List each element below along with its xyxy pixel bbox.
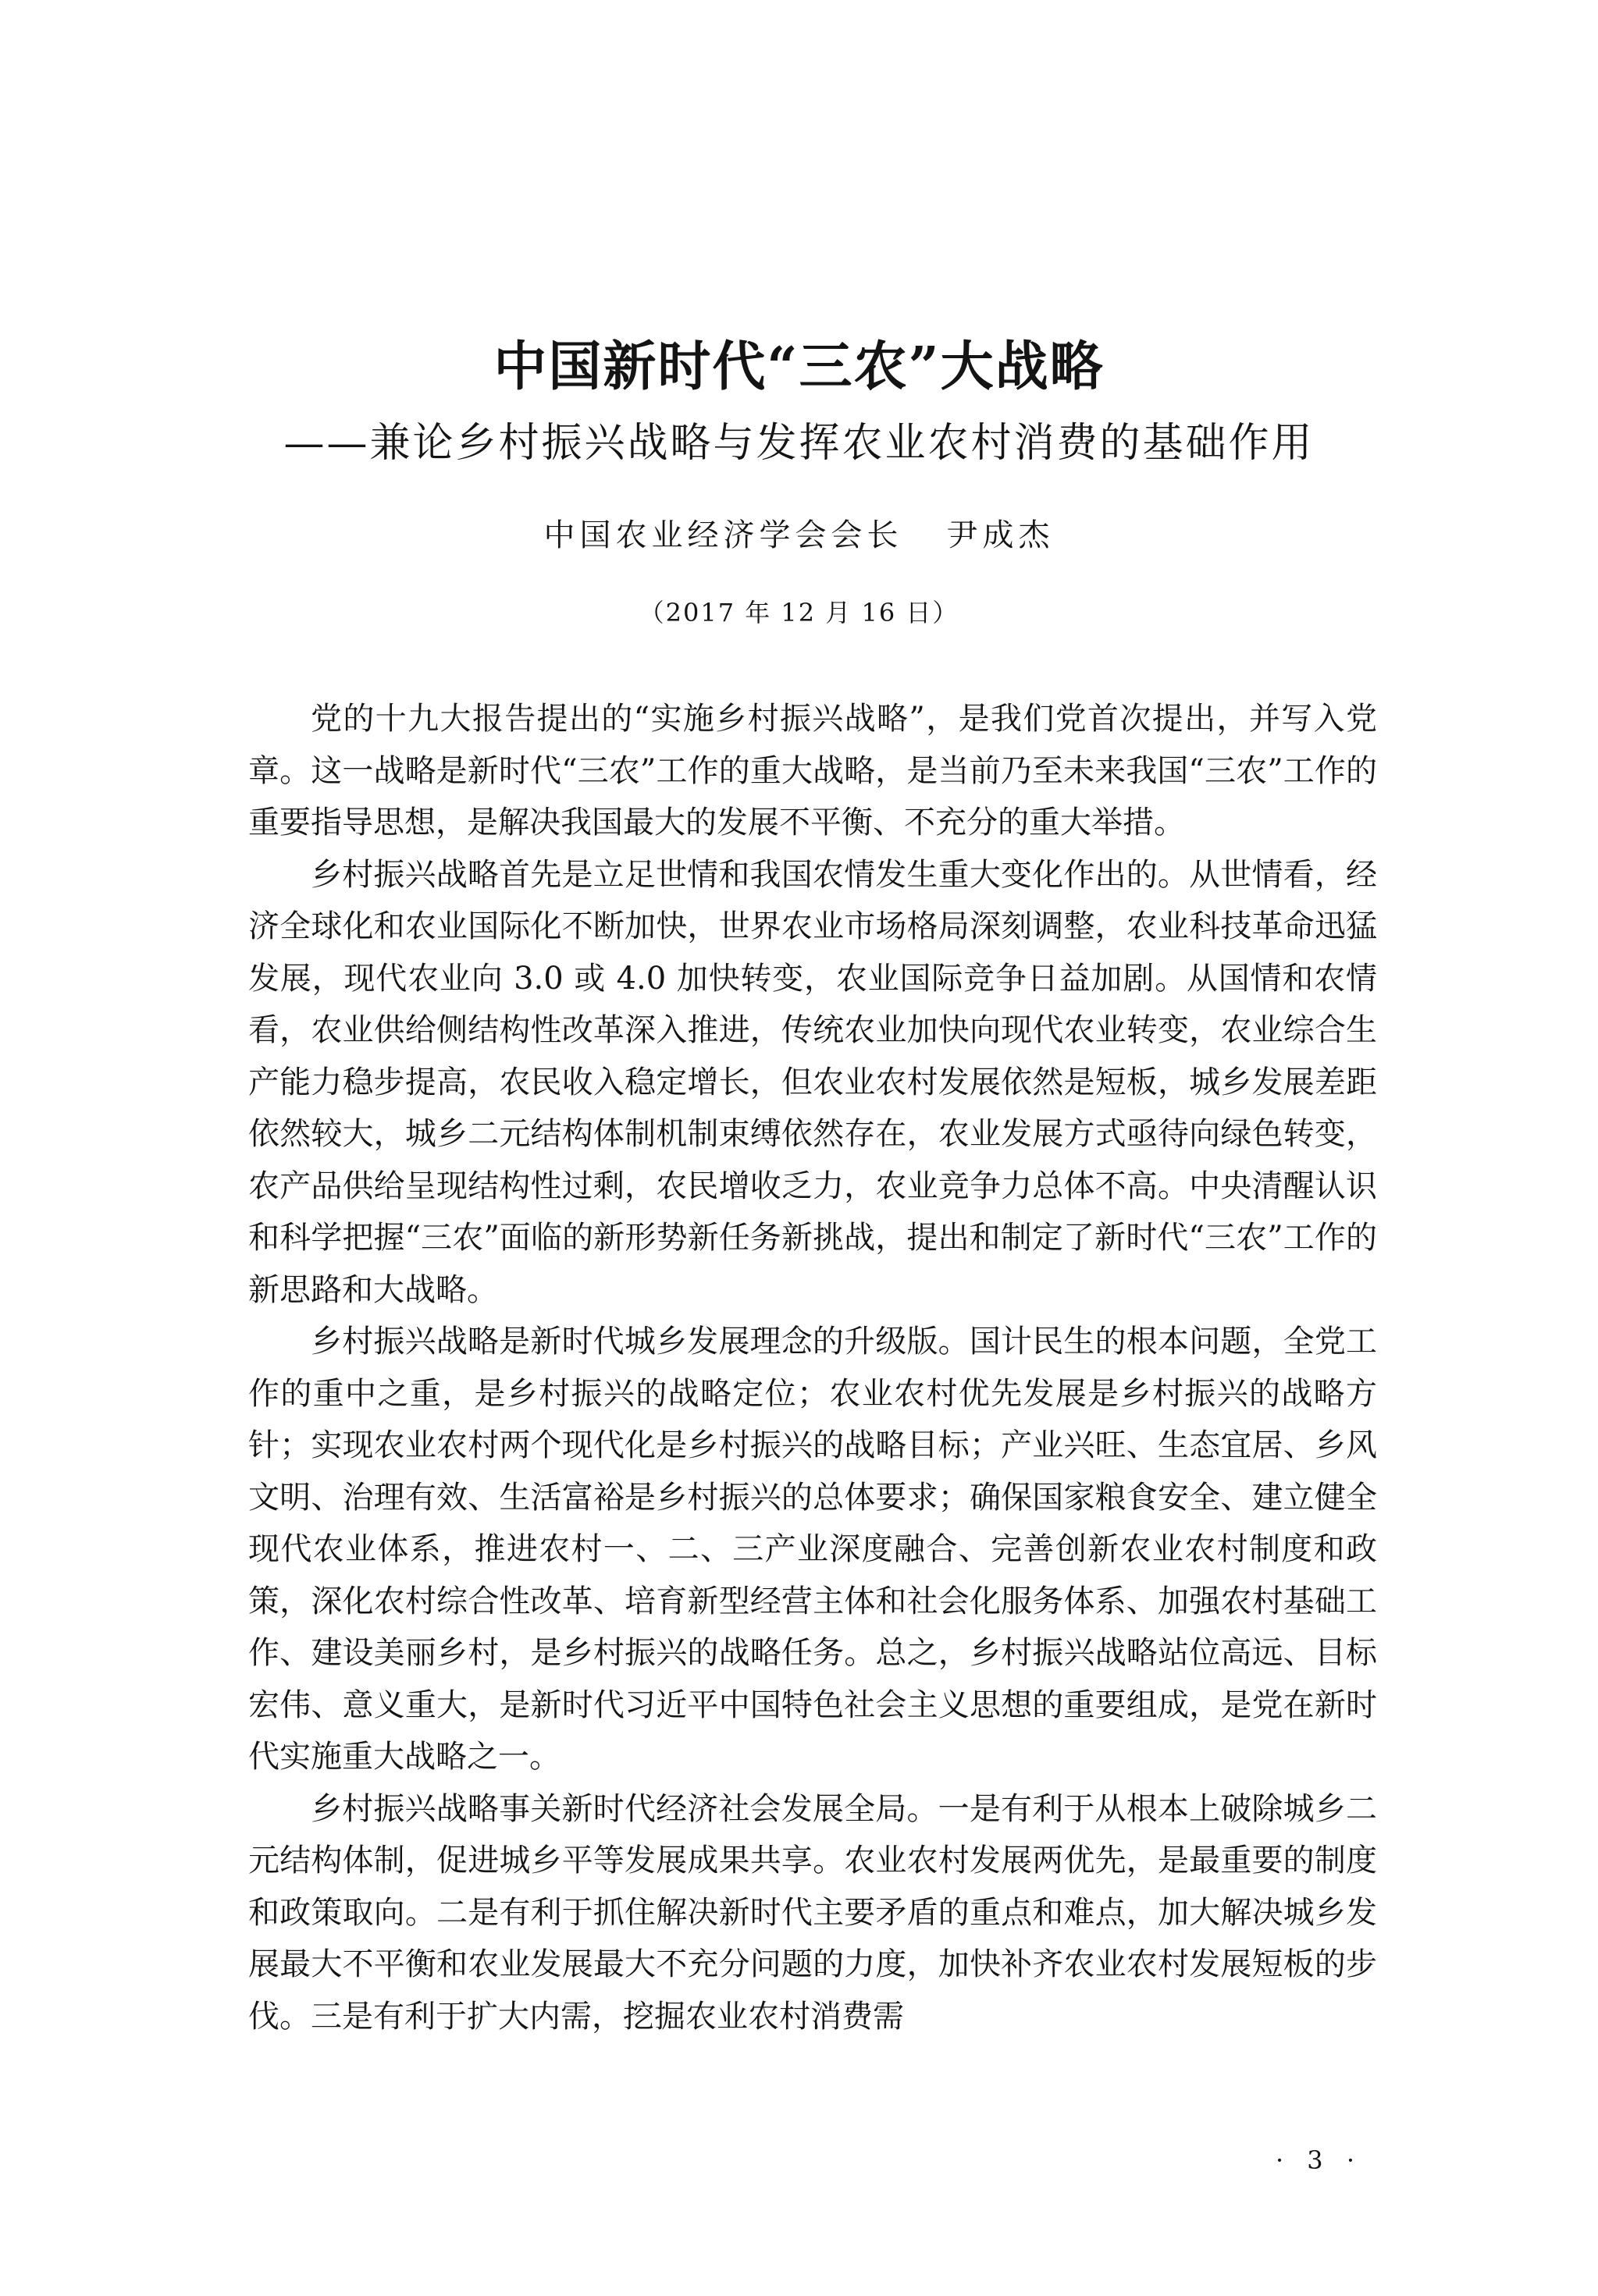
author-affiliation: 中国农业经济学会会长 [543,517,903,553]
body-paragraph: 乡村振兴战略首先是立足世情和我国农情发生重大变化作出的。从世情看，经济全球化和农业国际化不断加快，世界农业市场格局深刻调整，农业科技革命迅猛发展，现代农业向 3.0 或 4.0 加快转变，农业国际竞争日益加剧。从国情和农情看，农业供给侧结构性改革深入推进，传统农业加快向现代农业转变，农业综合生产能力稳步提高，农民收入稳定增长，但农业农村发展依然是短板，城乡发展差距依然较大，城乡二元结构体制机制束缚依然存在，农业发展方式亟待向绿色转变，农产品供给呈现结构性过剩，农民增收乏力，农业竞争力总体不高。中央清醒认识和科学把握“三农”面临的新形势新任务新挑战，提出和制定了新时代“三农”工作的新思路和大战略。 [248,856,1377,1308]
body-paragraph: 乡村振兴战略事关新时代经济社会发展全局。一是有利于从根本上破除城乡二元结构体制，促进城乡平等发展成果共享。农业农村发展两优先，是最重要的制度和政策取向。二是有利于抓住解决新时代主要矛盾的重点和难点，加大解决城乡发展最大不平衡和农业发展最大不充分问题的力度，加快补齐农业农村发展短板的步伐。三是有利于扩大内需，挖掘农业农村消费需 [248,1790,1377,2035]
document-date: （2017 年 12 月 16 日） [639,598,959,627]
author-line [0,512,1598,559]
document-title: 中国新时代“三农”大战略 [493,336,1105,398]
document-body [248,693,1377,2042]
body-paragraph: 乡村振兴战略是新时代城乡发展理念的升级版。国计民生的根本问题，全党工作的重中之重，是乡村振兴的战略定位；农业农村优先发展是乡村振兴的战略方针；实现农业农村两个现代化是乡村振兴的战略目标；产业兴旺、生态宜居、乡风文明、治理有效、生活富裕是乡村振兴的总体要求；确保国家粮食安全、建立健全现代农业体系，推进农村一、二、三产业深度融合、完善创新农业农村制度和政策，深化农村综合性改革、培育新型经营主体和社会化服务体系、加强农村基础工作、建设美丽乡村，是乡村振兴的战略任务。总之，乡村振兴战略站位高远、目标宏伟、意义重大，是新时代习近平中国特色社会主义思想的重要组成，是党在新时代实施重大战略之一。 [248,1324,1377,1775]
body-paragraph: 党的十九大报告提出的“实施乡村振兴战略”，是我们党首次提出，并写入党章。这一战略是新时代“三农”工作的重大战略，是当前乃至未来我国“三农”工作的重要指导思想，是解决我国最大的发展不平衡、不充分的重大举措。 [248,701,1377,841]
document-subtitle: ——兼论乡村振兴战略与发挥农业农村消费的基础作用 [283,420,1315,467]
author-name: 尹成杰 [946,517,1055,553]
page-number: · 3 · [1275,2145,1362,2175]
